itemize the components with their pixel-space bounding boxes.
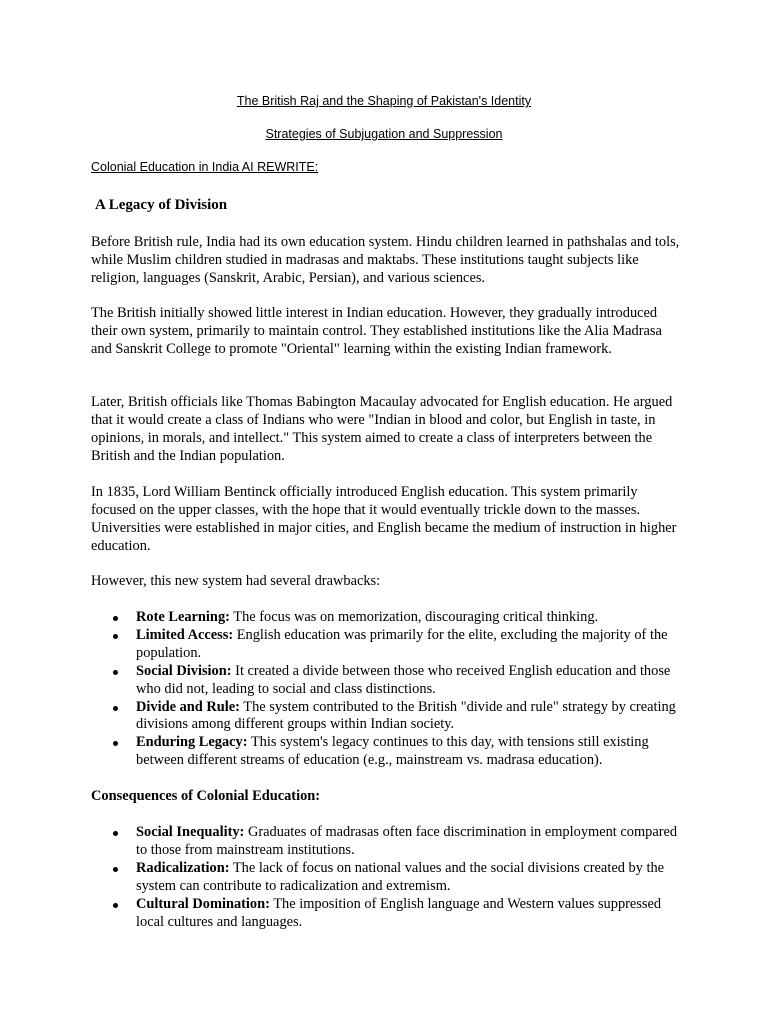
section-heading: A Legacy of Division bbox=[95, 197, 228, 213]
list-item bbox=[91, 860, 683, 896]
bullet-icon bbox=[113, 670, 118, 675]
list-item bbox=[91, 896, 683, 932]
list-item bbox=[91, 663, 683, 699]
drawbacks-list bbox=[91, 609, 683, 770]
consequences-heading: Consequences of Colonial Education: bbox=[91, 788, 321, 804]
list-item-term: Limited Access: bbox=[136, 626, 234, 643]
list-item-text: This system's legacy continues to this day, with tensions still existing between different streams of education (e.g., mainstream vs. madrasa education). bbox=[136, 734, 649, 769]
bullet-icon bbox=[113, 634, 118, 639]
bullet-icon bbox=[113, 903, 118, 908]
document-title: The British Raj and the Shaping of Pakistan's Identity bbox=[236, 94, 532, 108]
bullet-icon bbox=[113, 741, 118, 746]
list-item-term: Social Division: bbox=[136, 662, 232, 679]
consequences-list bbox=[91, 824, 683, 931]
list-item-text: The lack of focus on national values and the social divisions created by the system can contribute to radicalization and extremism. bbox=[136, 859, 665, 894]
bullet-icon bbox=[113, 867, 118, 872]
list-item-term: Enduring Legacy: bbox=[136, 734, 248, 751]
list-item-text: Graduates of madrasas often face discrimination in employment compared to those from mainstream institutions. bbox=[136, 824, 678, 858]
list-item-text: It created a divide between those who received English education and those who did not, leading to social and class distinctions. bbox=[136, 662, 671, 697]
list-item bbox=[91, 627, 683, 663]
bullet-icon bbox=[113, 616, 118, 621]
list-item-text: English education was primarily for the elite, excluding the majority of the population. bbox=[136, 626, 668, 661]
list-item-term: Divide and Rule: bbox=[136, 698, 240, 715]
list-item bbox=[91, 699, 683, 735]
paragraph: In 1835, Lord William Bentinck officially introduced English education. This system primarily focused on the upper classes, with the hope that it would eventually trickle down to the masses. Universities were established in major cities, and English became the medium of instruction in higher education. bbox=[91, 484, 677, 554]
list-item-term: Radicalization: bbox=[136, 859, 230, 876]
bullet-icon bbox=[113, 831, 118, 836]
list-item-text: The system contributed to the British "divide and rule" strategy by creating divisions among different groups within Indian society. bbox=[136, 698, 676, 733]
paragraph: Later, British officials like Thomas Babington Macaulay advocated for English education. He argued that it would create a class of Indians who were "Indian in blood and color, but English in taste, in opinions, in morals, and intellect." This system aimed to create a class of interpreters between the British and the Indian population. bbox=[91, 394, 673, 464]
list-item-term: Social Inequality: bbox=[136, 824, 245, 840]
section-label: Colonial Education in India AI REWRITE: bbox=[91, 160, 319, 174]
document-subtitle: Strategies of Subjugation and Suppression bbox=[265, 127, 503, 141]
list-item bbox=[91, 609, 683, 627]
list-item-term: Cultural Domination: bbox=[136, 895, 270, 912]
paragraph: The British initially showed little interest in Indian education. However, they gradually introduced their own system, primarily to maintain control. They established institutions like the Alia Madrasa and Sanskrit College to promote "Oriental" learning within the existing Indian framework. bbox=[91, 305, 662, 357]
paragraph: However, this new system had several drawbacks: bbox=[91, 573, 381, 589]
list-item bbox=[91, 824, 683, 860]
paragraph: Before British rule, India had its own education system. Hindu children learned in pathshalas and tols, while Muslim children studied in madrasas and maktabs. These institutions taught subjects like religion, languages (Sanskrit, Arabic, Persian), and various sciences. bbox=[91, 234, 680, 286]
list-item-text: The imposition of English language and Western values suppressed local cultures and languages. bbox=[136, 895, 662, 930]
bullet-icon bbox=[113, 706, 118, 711]
list-item-term: Rote Learning: bbox=[136, 609, 230, 625]
list-item bbox=[91, 734, 683, 770]
list-item-text: The focus was on memorization, discouraging critical thinking. bbox=[229, 609, 599, 625]
